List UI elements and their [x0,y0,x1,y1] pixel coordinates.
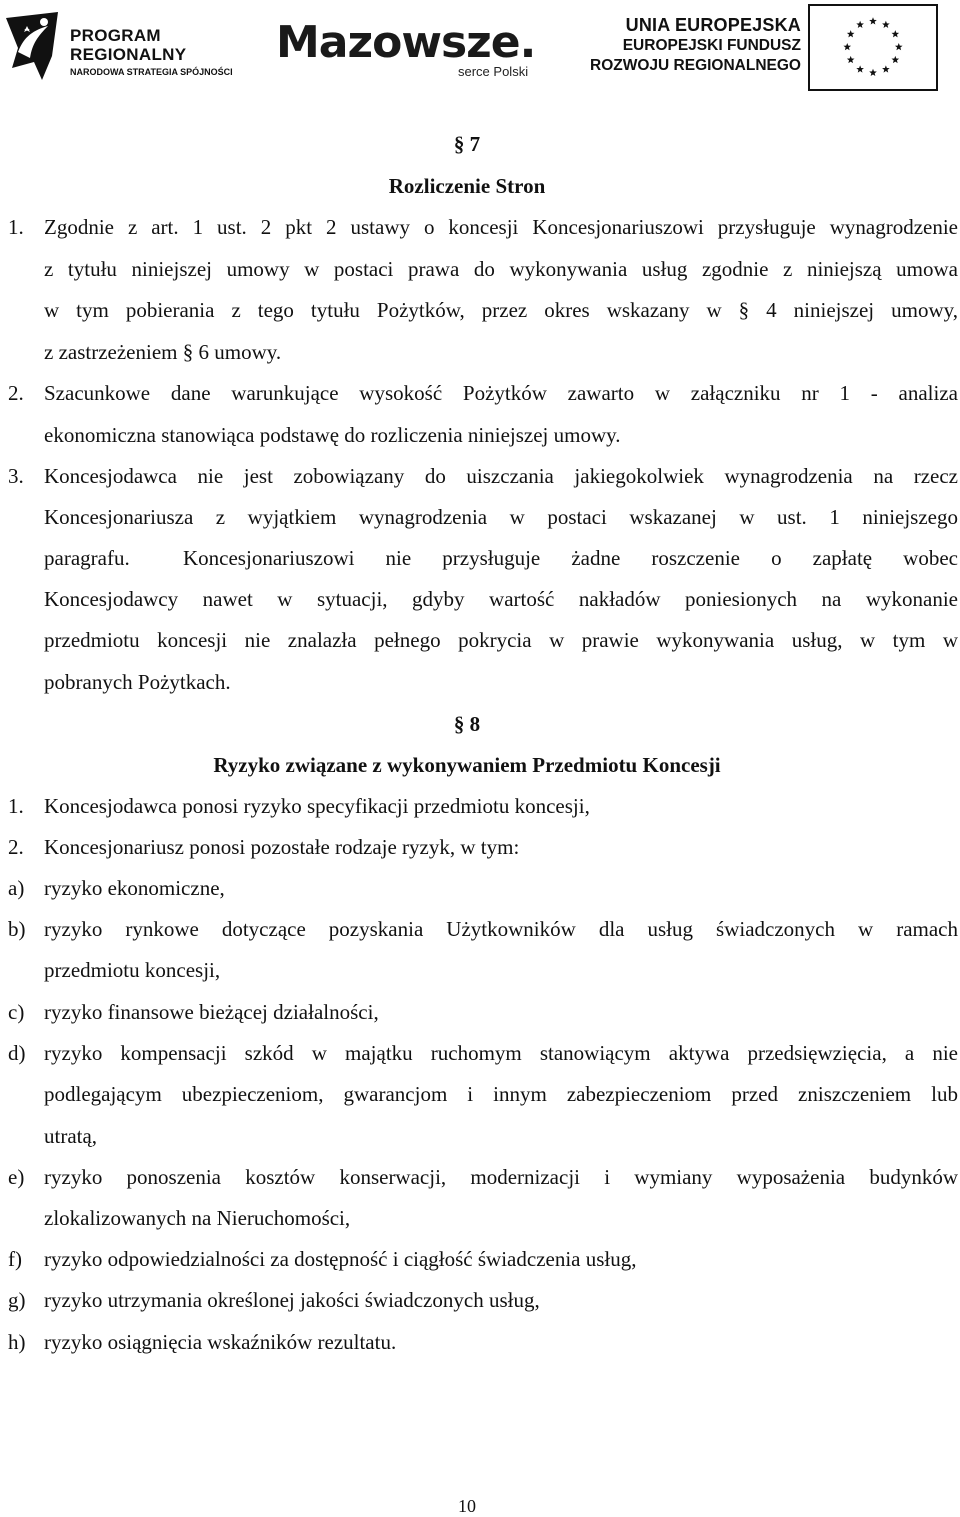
page-number: 10 [458,1496,476,1516]
section-7-title: Rozliczenie Stron [388,174,546,198]
item-number: 2. [8,381,24,405]
eu-star-icon [856,21,864,28]
eu-star-icon [882,65,890,72]
eu-star-icon [891,56,899,63]
paragraph-line: z zastrzeżeniem § 6 umowy. [44,340,282,364]
list-item: ryzyko rynkowe dotyczące pozyskania Użytkowników dla usług świadczonych w ramach [44,917,958,941]
page-header [0,0,960,100]
paragraph-line: Koncesjonariusza z wyjątkiem wynagrodzenia w postaci wskazanej w ust. 1 niniejszego [44,505,958,529]
program-logo-line1: PROGRAM [70,26,161,45]
item-number: 1. [8,215,24,239]
list-item: ryzyko osiągnięcia wskaźników rezultatu. [44,1330,397,1354]
mazowsze-tagline: serce Polski [458,64,529,79]
paragraph-line: pobranych Pożytkach. [44,670,231,694]
paragraph-line: w tym pobierania z tego tytułu Pożytków, przez okres wskazany w § 4 niniejszej umowy, [44,298,958,322]
item-number: 1. [8,794,24,818]
eu-star-icon [882,21,890,28]
eu-flag-icon [808,4,938,91]
paragraph-line: Koncesjonariusz ponosi pozostałe rodzaje ryzyk, w tym: [44,835,520,859]
paragraph-line: Zgodnie z art. 1 ust. 2 pkt 2 ustawy o koncesji Koncesjonariuszowi przysługuje wynagrodzenie [44,215,958,239]
section-7-symbol: § 7 [453,132,481,156]
section-8-symbol: § 8 [453,712,481,736]
list-item: zlokalizowanych na Nieruchomości, [44,1206,351,1230]
paragraph-line: Koncesjodawca nie jest zobowiązany do uiszczania jakiegokolwiek wynagrodzenia na rzecz [44,464,958,488]
program-regionalny-logo [4,12,234,82]
item-number: 2. [8,835,24,859]
item-letter: e) [8,1165,25,1189]
paragraph-line: z tytułu niniejszej umowy w postaci prawa do wykonywania usług zgodnie z niniejszą umowa [44,257,958,281]
paragraph-line: Koncesjodawcy nawet w sytuacji, gdyby wartość nakładów poniesionych na wykonanie [44,587,958,611]
program-logo-line3: NARODOWA STRATEGIA SPÓJNOŚCI [70,67,233,77]
list-item: utratą, [44,1124,98,1148]
list-item: ryzyko finansowe bieżącej działalności, [44,1000,379,1024]
eu-star-icon [847,30,855,37]
eu-star-icon [869,69,877,76]
item-letter: c) [8,1000,25,1024]
paragraph-line: Szacunkowe dane warunkujące wysokość Pożytków zawarto w załączniku nr 1 - analiza [44,381,958,405]
eu-logo-text [581,15,801,85]
eu-star-icon [869,17,877,24]
item-number: 3. [8,464,24,488]
item-letter: h) [8,1330,26,1354]
list-item: przedmiotu koncesji, [44,958,221,982]
list-item: ryzyko odpowiedzialności za dostępność i ciągłość świadczenia usług, [44,1247,637,1271]
paragraph-line: paragrafu. [44,546,130,570]
list-item: ryzyko ekonomiczne, [44,876,225,900]
item-letter: d) [8,1041,26,1065]
list-item: ryzyko utrzymania określonej jakości świadczonych usług, [44,1288,540,1312]
item-letter: f) [8,1247,22,1271]
item-letter: g) [8,1288,26,1312]
paragraph-line: Koncesjonariuszowi nie przysługuje żadne roszczenie o zapłatę wobec [183,546,958,570]
eu-star-icon [843,43,851,50]
list-item: podlegającym ubezpieczeniom, gwarancjom i innym zabezpieczeniom przed zniszczeniem lub [44,1082,958,1106]
item-letter: a) [8,876,25,900]
paragraph-line: przedmiotu koncesji nie znalazła pełnego pokrycia w prawie wykonywania usług, w tym w [44,628,958,652]
program-logo-line2: REGIONALNY [70,45,187,64]
eu-star-icon [856,65,864,72]
section-8-title: Ryzyko związane z wykonywaniem Przedmiotu Koncesji [213,753,721,777]
list-item: ryzyko ponoszenia kosztów konserwacji, modernizacji i wymiany wyposażenia budynków [44,1165,958,1189]
mazowsze-logo [276,18,556,88]
eu-star-icon [847,56,855,63]
eu-star-icon [891,30,899,37]
item-letter: b) [8,917,26,941]
paragraph-line: ekonomiczna stanowiąca podstawę do rozliczenia niniejszej umowy. [44,423,621,447]
paragraph-line: Koncesjodawca ponosi ryzyko specyfikacji przedmiotu koncesji, [44,794,590,818]
list-item: ryzyko kompensacji szkód w majątku ruchomym stanowiącym aktywa przedsięwzięcia, a nie [44,1041,958,1065]
program-regionalny-logo-icon [4,12,60,80]
eu-logo-line3: ROZWOJU REGIONALNEGO [590,57,801,74]
eu-logo-line1: UNIA EUROPEJSKA [625,15,801,35]
eu-logo-line2: EUROPEJSKI FUNDUSZ [622,37,801,54]
mazowsze-wordmark: Mazowsze. [276,17,536,68]
eu-star-icon [895,43,903,50]
